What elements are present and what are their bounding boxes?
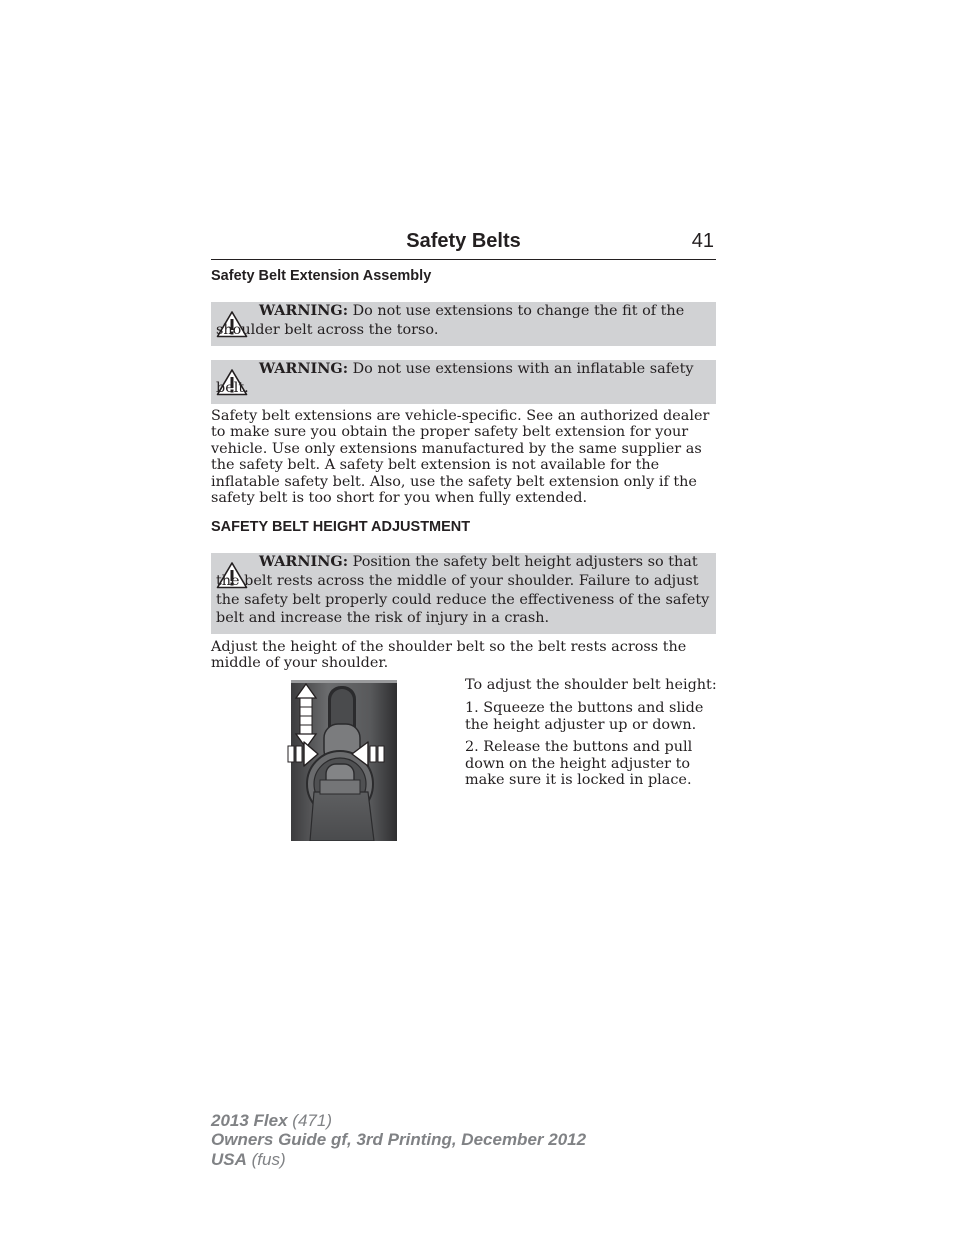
warning-box-height-adjusters xyxy=(211,553,716,634)
warning-body: Do not use extensions with an inflatable safety belt. xyxy=(216,361,694,396)
warning-body: Do not use extensions to change the fit of the shoulder belt across the torso. xyxy=(216,303,685,338)
adjust-intro: To adjust the shoulder belt height: xyxy=(465,677,717,693)
warning-text xyxy=(216,302,712,340)
belt-height-adjuster-illustration xyxy=(286,680,400,841)
section-heading-extension: Safety Belt Extension Assembly xyxy=(211,268,432,284)
page-number: 41 xyxy=(691,230,714,252)
page-header xyxy=(211,229,716,260)
footer-model-line xyxy=(211,1111,586,1130)
warning-text xyxy=(216,553,712,628)
footer-model: 2013 Flex xyxy=(211,1111,288,1130)
warning-text xyxy=(216,360,712,398)
adjust-step-2: 2. Release the buttons and pull down on the height adjuster to make sure it is locked in place. xyxy=(465,739,693,789)
warning-label: WARNING: xyxy=(259,302,349,319)
extension-paragraph: Safety belt extensions are vehicle-specific. See an authorized dealer to make sure you obtain the proper safety belt extension for your vehicle. Use only extensions manufactured by the same supplier as the safety belt. A safety belt extension is not available for the inflatable safety belt. Also, use the safety belt extension only if the safety belt is too short for you when fully extended. xyxy=(211,408,710,507)
warning-body: Position the safety belt height adjusters so that the belt rests across the middle of your shoulder. Failure to adjust the safety belt properly could reduce the effectiveness of the safety belt and increase the risk of injury in a crash. xyxy=(216,554,710,627)
page-footer xyxy=(211,1111,586,1169)
footer-guide: Owners Guide gf, 3rd Printing, December 2012 xyxy=(211,1130,587,1150)
footer-region-line xyxy=(211,1150,586,1169)
adjust-step-1: 1. Squeeze the buttons and slide the height adjuster up or down. xyxy=(465,700,704,733)
footer-model-code: (471) xyxy=(292,1111,332,1130)
section-heading-height-adjustment: SAFETY BELT HEIGHT ADJUSTMENT xyxy=(211,519,471,535)
warning-box-extension-fit xyxy=(211,302,716,346)
warning-label: WARNING: xyxy=(259,360,349,377)
warning-label: WARNING: xyxy=(259,553,349,570)
footer-region: USA xyxy=(211,1149,247,1169)
footer-region-code: (fus) xyxy=(251,1149,286,1169)
warning-box-extension-inflatable xyxy=(211,360,716,404)
height-adjustment-paragraph: Adjust the height of the shoulder belt so the belt rests across the middle of your shoulder. xyxy=(211,639,687,672)
page-title: Safety Belts xyxy=(406,230,521,252)
